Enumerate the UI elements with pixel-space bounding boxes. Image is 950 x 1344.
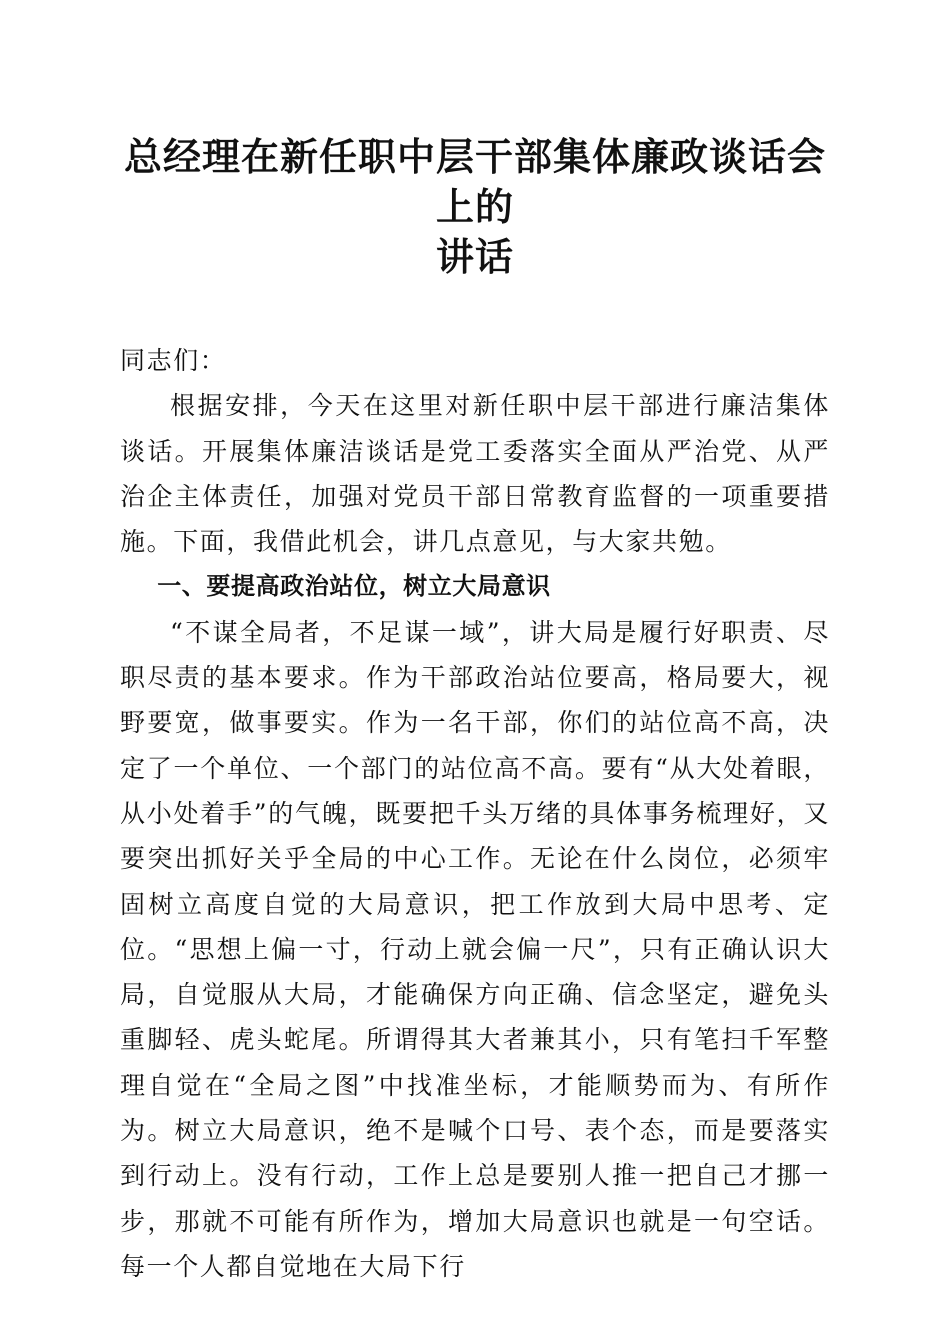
salutation: 同志们：: [120, 346, 227, 375]
document-title-line-2: 讲话: [435, 234, 514, 279]
intro-paragraph: 根据安排，今天在这里对新任职中层干部进行廉洁集体谈话。开展集体廉洁谈话是党工委落实全面从严治党、从严治企主体责任，加强对党员干部日常教育监督的一项重要措施。下面，我借此机会，讲几点意见，与大家共勉。: [120, 391, 830, 557]
section-1-paragraph: “不谋全局者，不足谋一域”，讲大局是履行好职责、尽职尽责的基本要求。作为干部政治站位要高，格局要大，视野要宽，做事要实。作为一名干部，你们的站位高不高，决定了一个单位、一个部门的站位高不高。要有“从大处着眼，从小处着手”的气魄，既要把千头万绪的具体事务梳理好，又要突出抓好关乎全局的中心工作。无论在什么岗位，必须牢固树立高度自觉的大局意识，把工作放到大局中思考、定位。“思想上偏一寸，行动上就会偏一尺”，只有正确认识大局，自觉服从大局，才能确保方向正确、信念坚定，避免头重脚轻、虎头蛇尾。所谓得其大者兼其小，只有笔扫千军整理自觉在“全局之图”中找准坐标，才能顺势而为、有所作为。树立大局意识，绝不是喊个口号、表个态，而是要落实到行动上。没有行动，工作上总是要别人推一把自己才挪一步，那就不可能有所作为，增加大局意识也就是一句空话。每一个人都自觉地在大局下行: [120, 617, 830, 1281]
document-title-line-1: 总经理在新任职中层干部集体廉政谈话会上的: [123, 134, 826, 229]
section-1-heading: 一、要提高政治站位，树立大局意识: [157, 572, 551, 601]
document-title: [120, 132, 830, 282]
